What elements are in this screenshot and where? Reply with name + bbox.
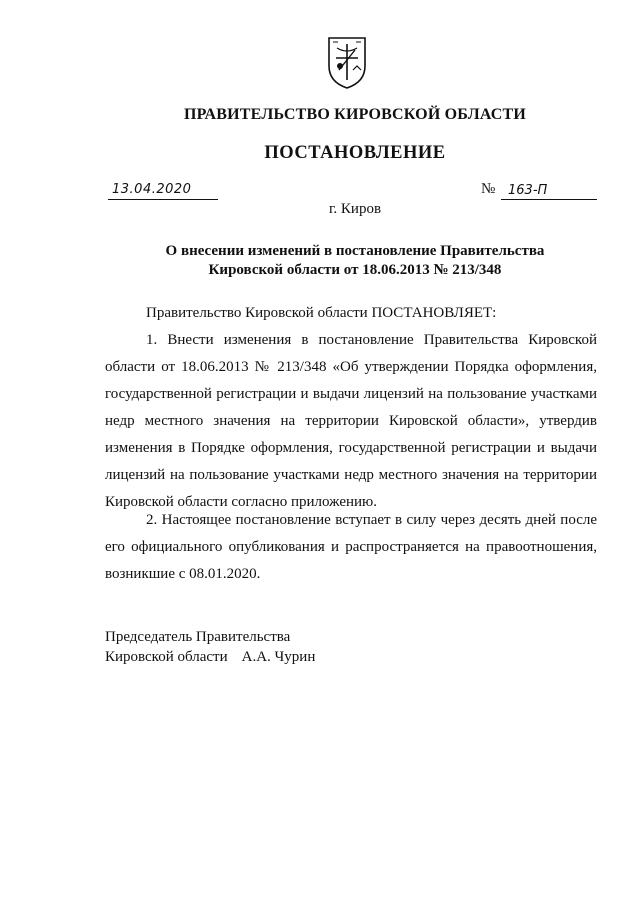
paragraph-2: 2. Настоящее постановление вступает в силу через десять дней после его официального опубликования и распространяется на правоотношения, возникшие с 08.01.2020. [105,512,597,582]
number-underline [501,199,597,200]
city-name: г. Киров [328,201,382,217]
document-number-field [481,181,597,201]
number-sign: № [481,181,496,197]
signer-region: Кировской области [105,649,228,665]
document-date: 13.04.2020 [112,182,192,197]
document-number: 163-П [508,183,548,198]
subject-line-2: Кировской области от 18.06.2013 № 213/348 [208,262,502,278]
signature-block [105,627,315,667]
signer-title-line-2 [105,647,315,667]
preamble-text: Правительство Кировской области ПОСТАНОВЛЯЕТ: [146,305,497,321]
signer-name: А.А. Чурин [241,649,316,665]
subject-line-1: О внесении изменений в постановление Правительства [165,243,545,259]
paragraph-1: 1. Внести изменения в постановление Правительства Кировской области от 18.06.2013 № 213/348 «Об утверждении Порядка оформления, государственной регистрации и выдачи лицензий на пользование участками недр местного значения на территории Кировской области», утвердив изменения в Порядке оформления, государственной регистрации и выдачи лицензий на пользование участками недр местного значения на территории Кировской области согласно приложению. [105,332,597,510]
document-type-heading: ПОСТАНОВЛЕНИЕ [264,143,446,163]
coat-of-arms-emblem [327,36,367,90]
government-title: ПРАВИТЕЛЬСТВО КИРОВСКОЙ ОБЛАСТИ [183,106,527,123]
date-underline [108,199,218,200]
subject-heading [100,242,610,280]
document-date-field [108,182,218,202]
signer-title-line-1: Председатель Правительства [105,629,291,645]
